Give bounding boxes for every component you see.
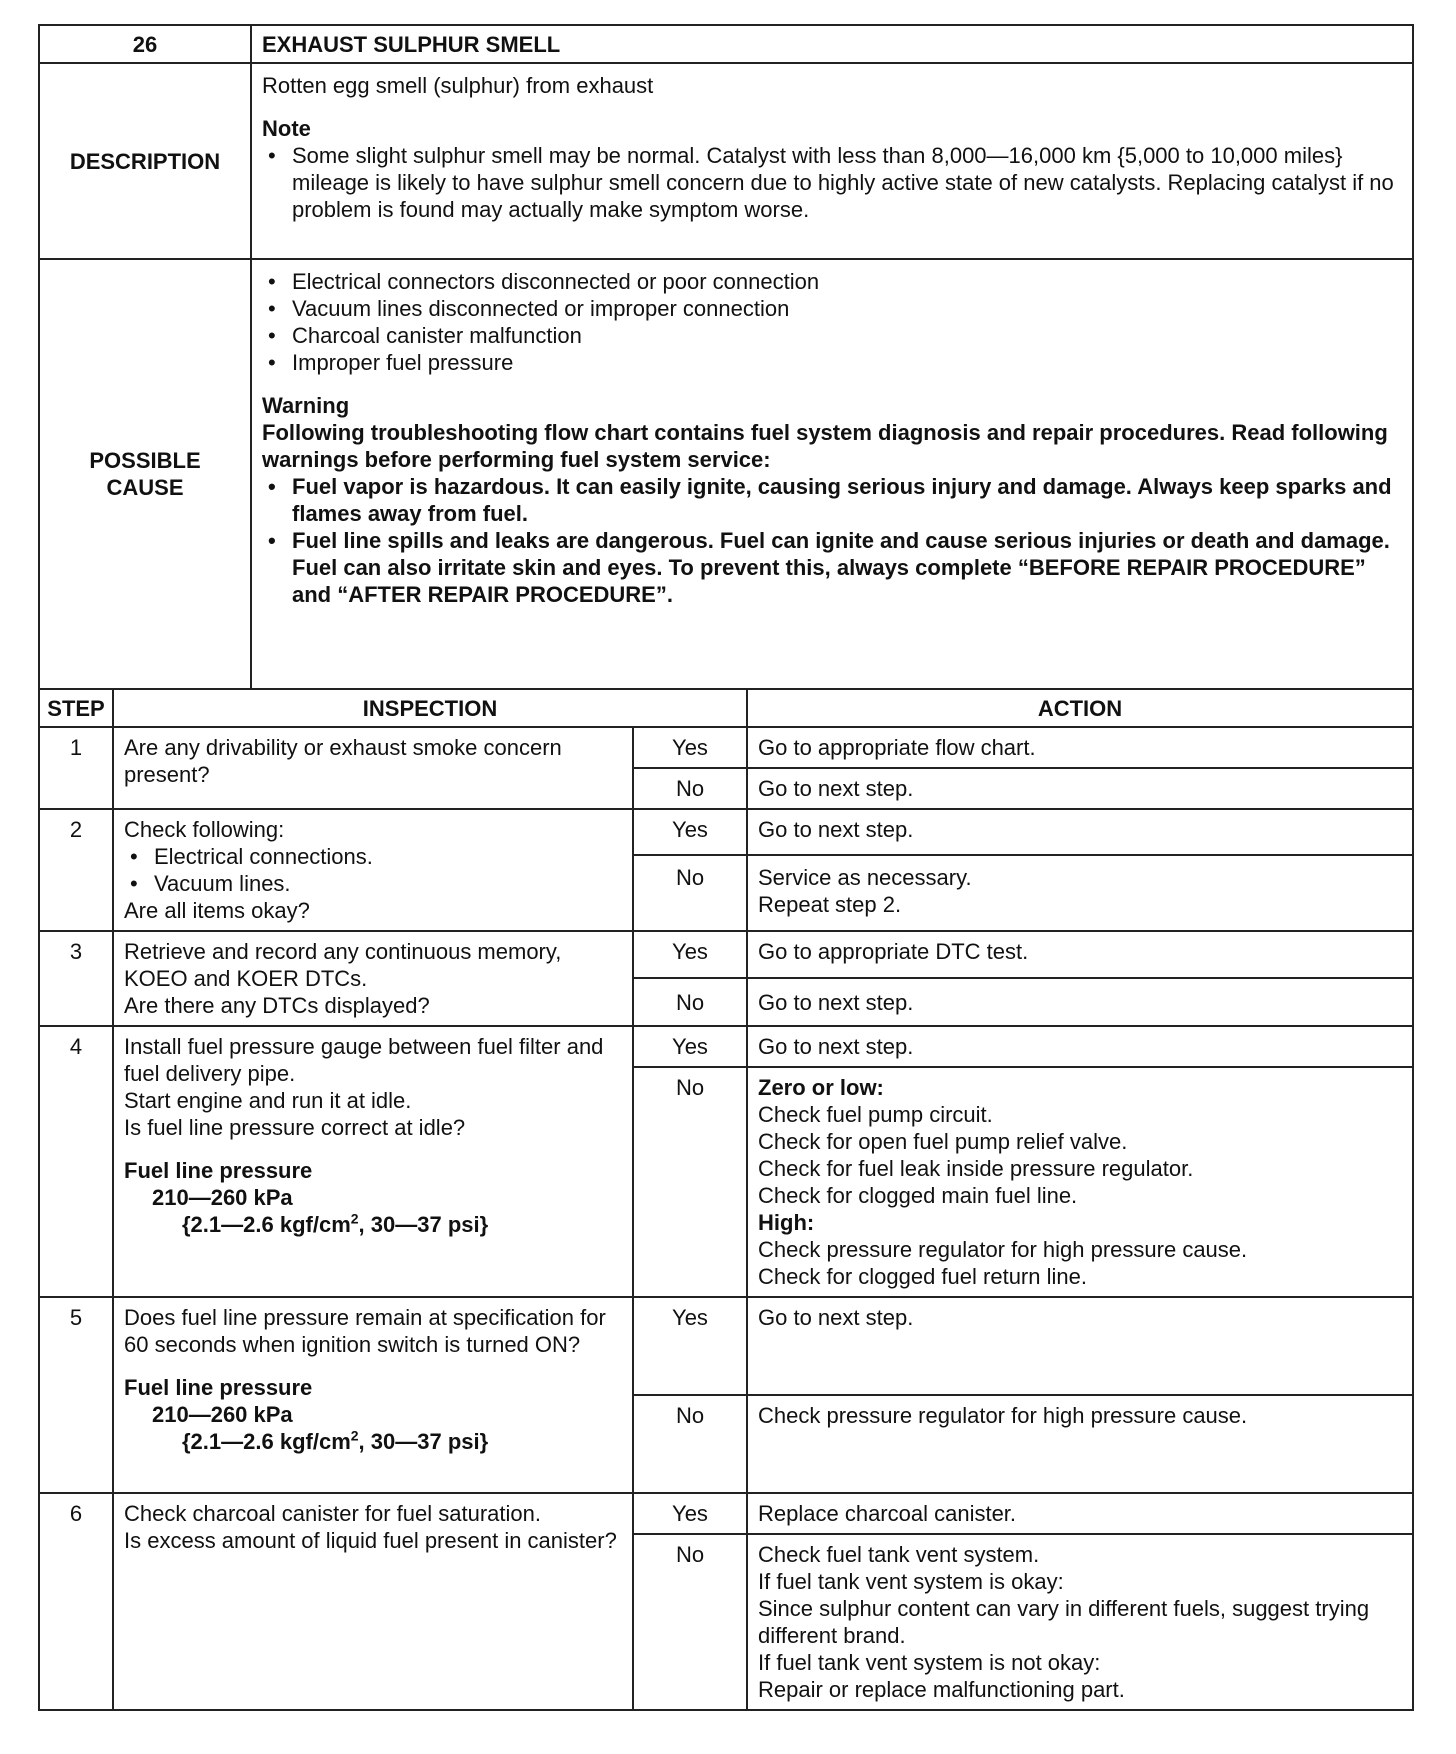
yes-label: Yes <box>633 809 747 855</box>
step-row <box>39 1026 1413 1067</box>
inspection-header: INSPECTION <box>113 689 747 727</box>
high-title: High: <box>758 1210 815 1235</box>
no-action-line: Check for clogged main fuel line. <box>758 1183 1078 1208</box>
inspection-text: Does fuel line pressure remain at specification for 60 seconds when ignition switch is turned ON? <box>124 1305 606 1357</box>
yes-action: Go to next step. <box>747 1026 1413 1067</box>
steps-table <box>38 688 1414 1711</box>
yes-label: Yes <box>633 727 747 768</box>
inspection-item: • Electrical connections. <box>124 843 622 870</box>
step-inspection <box>113 1297 633 1493</box>
inspection-list <box>124 843 622 897</box>
note-item: • Some slight sulphur smell may be normal. Catalyst with less than 8,000—16,000 km {5,000 to 10,000 miles} mileage is likely to have sulphur smell concern due to highly active state of new catalysts. Replacing catalyst if no problem is found may actually make symptom worse. <box>262 142 1402 223</box>
cause-list <box>262 268 1402 376</box>
step-header: STEP <box>39 689 113 727</box>
step-inspection <box>113 1026 633 1297</box>
yes-action: Go to appropriate DTC test. <box>747 931 1413 978</box>
yes-action: Go to next step. <box>747 1297 1413 1395</box>
inspection-line: Is fuel line pressure correct at idle? <box>124 1115 466 1140</box>
inspection-line: Are there any DTCs displayed? <box>124 993 430 1018</box>
no-action-line: Check fuel pump circuit. <box>758 1102 993 1127</box>
no-label: No <box>633 978 747 1026</box>
troubleshooting-page <box>38 24 1414 1711</box>
cause-item: • Vacuum lines disconnected or improper connection <box>262 295 1402 322</box>
spec-alt <box>124 1211 622 1238</box>
step-row <box>39 1493 1413 1534</box>
cause-item: • Electrical connectors disconnected or poor connection <box>262 268 1402 295</box>
yes-action: Go to next step. <box>747 809 1413 855</box>
step-number: 2 <box>39 809 113 931</box>
description-label: DESCRIPTION <box>39 63 251 259</box>
step-number: 6 <box>39 1493 113 1710</box>
step-row <box>39 931 1413 978</box>
inspection-line: Is excess amount of liquid fuel present in canister? <box>124 1528 617 1553</box>
spec-kpa: 210—260 kPa <box>152 1185 293 1210</box>
symptom-table <box>38 24 1414 690</box>
spec-title: Fuel line pressure <box>124 1375 313 1400</box>
step-row <box>39 809 1413 855</box>
step-inspection <box>113 1493 633 1710</box>
note-title: Note <box>262 116 311 141</box>
symptom-title: EXHAUST SULPHUR SMELL <box>251 25 1413 63</box>
spec-block <box>124 1157 622 1238</box>
possible-cause-label <box>39 259 251 689</box>
zero-low-title: Zero or low: <box>758 1075 884 1100</box>
cause-item: • Charcoal canister malfunction <box>262 322 1402 349</box>
spec-alt-post: , 30—37 psi} <box>358 1212 489 1237</box>
no-action: Go to next step. <box>747 978 1413 1026</box>
no-action-line: If fuel tank vent system is okay: <box>758 1569 1064 1594</box>
no-action-line: Repair or replace malfunctioning part. <box>758 1677 1125 1702</box>
spec-alt-post: , 30—37 psi} <box>358 1429 489 1454</box>
no-action <box>747 1067 1413 1297</box>
steps-header-row <box>39 689 1413 727</box>
step-number: 1 <box>39 727 113 809</box>
no-action <box>747 855 1413 931</box>
no-action-line: Check for open fuel pump relief valve. <box>758 1129 1128 1154</box>
note-list <box>262 142 1402 223</box>
possible-cause-content <box>251 259 1413 689</box>
description-row <box>39 63 1413 259</box>
inspection-tail: Are all items okay? <box>124 898 310 923</box>
cause-item: • Improper fuel pressure <box>262 349 1402 376</box>
possible-cause-row <box>39 259 1413 689</box>
warning-list <box>262 473 1402 608</box>
no-label: No <box>633 1534 747 1710</box>
yes-label: Yes <box>633 931 747 978</box>
warning-title: Warning <box>262 393 350 418</box>
description-text: Rotten egg smell (sulphur) from exhaust <box>262 73 654 98</box>
step-inspection <box>113 931 633 1026</box>
spec-alt-sup: 2 <box>350 1210 359 1227</box>
spec-block <box>124 1374 622 1455</box>
warning-text: Following troubleshooting flow chart contains fuel system diagnosis and repair procedures. Read following warnings before performing fuel system service: <box>262 420 1388 472</box>
action-header: ACTION <box>747 689 1413 727</box>
no-action: Check pressure regulator for high pressure cause. <box>747 1395 1413 1493</box>
step-row <box>39 727 1413 768</box>
inspection-line: Check charcoal canister for fuel saturation. <box>124 1501 541 1526</box>
spec-title: Fuel line pressure <box>124 1158 313 1183</box>
no-label: No <box>633 768 747 809</box>
no-action: Go to next step. <box>747 768 1413 809</box>
step-inspection <box>113 809 633 931</box>
possible-cause-label-line2: CAUSE <box>106 475 184 500</box>
yes-label: Yes <box>633 1297 747 1395</box>
spec-alt <box>124 1428 622 1455</box>
spec-alt-pre: {2.1—2.6 kgf/cm <box>182 1212 351 1237</box>
no-action-line: Since sulphur content can vary in different fuels, suggest trying different brand. <box>758 1596 1370 1648</box>
inspection-line: Install fuel pressure gauge between fuel filter and fuel delivery pipe. <box>124 1034 604 1086</box>
inspection-lead: Check following: <box>124 817 285 842</box>
yes-action: Replace charcoal canister. <box>747 1493 1413 1534</box>
no-action-line: If fuel tank vent system is not okay: <box>758 1650 1101 1675</box>
inspection-line: Retrieve and record any continuous memory, KOEO and KOER DTCs. <box>124 939 562 991</box>
no-label: No <box>633 1067 747 1297</box>
symptom-header-row <box>39 25 1413 63</box>
step-inspection: Are any drivability or exhaust smoke concern present? <box>113 727 633 809</box>
no-action-line: Check for fuel leak inside pressure regulator. <box>758 1156 1194 1181</box>
no-action-line: Check pressure regulator for high pressure cause. <box>758 1237 1248 1262</box>
warning-item: • Fuel line spills and leaks are dangerous. Fuel can ignite and cause serious injuries or death and damage. Fuel can also irritate skin and eyes. To prevent this, always complete “BEFORE REPAIR PROCEDURE” and “AFTER REPAIR PROCEDURE”. <box>262 527 1402 608</box>
yes-label: Yes <box>633 1026 747 1067</box>
inspection-item: • Vacuum lines. <box>124 870 622 897</box>
spec-kpa: 210—260 kPa <box>152 1402 293 1427</box>
warning-item: • Fuel vapor is hazardous. It can easily ignite, causing serious injury and damage. Always keep sparks and flames away from fuel. <box>262 473 1402 527</box>
yes-label: Yes <box>633 1493 747 1534</box>
spec-alt-sup: 2 <box>350 1427 359 1444</box>
step-number: 5 <box>39 1297 113 1493</box>
inspection-line: Start engine and run it at idle. <box>124 1088 412 1113</box>
symptom-number: 26 <box>39 25 251 63</box>
no-action-line: Service as necessary. <box>758 865 972 891</box>
step-number: 3 <box>39 931 113 1026</box>
no-label: No <box>633 1395 747 1493</box>
no-action-line: Check for clogged fuel return line. <box>758 1264 1087 1289</box>
possible-cause-label-line1: POSSIBLE <box>89 448 201 473</box>
spec-alt-pre: {2.1—2.6 kgf/cm <box>182 1429 351 1454</box>
yes-action: Go to appropriate flow chart. <box>747 727 1413 768</box>
description-content <box>251 63 1413 259</box>
step-number: 4 <box>39 1026 113 1297</box>
no-label: No <box>633 855 747 931</box>
no-action-line: Check fuel tank vent system. <box>758 1542 1040 1567</box>
step-row <box>39 1297 1413 1395</box>
no-action <box>747 1534 1413 1710</box>
no-action-line: Repeat step 2. <box>758 892 902 918</box>
